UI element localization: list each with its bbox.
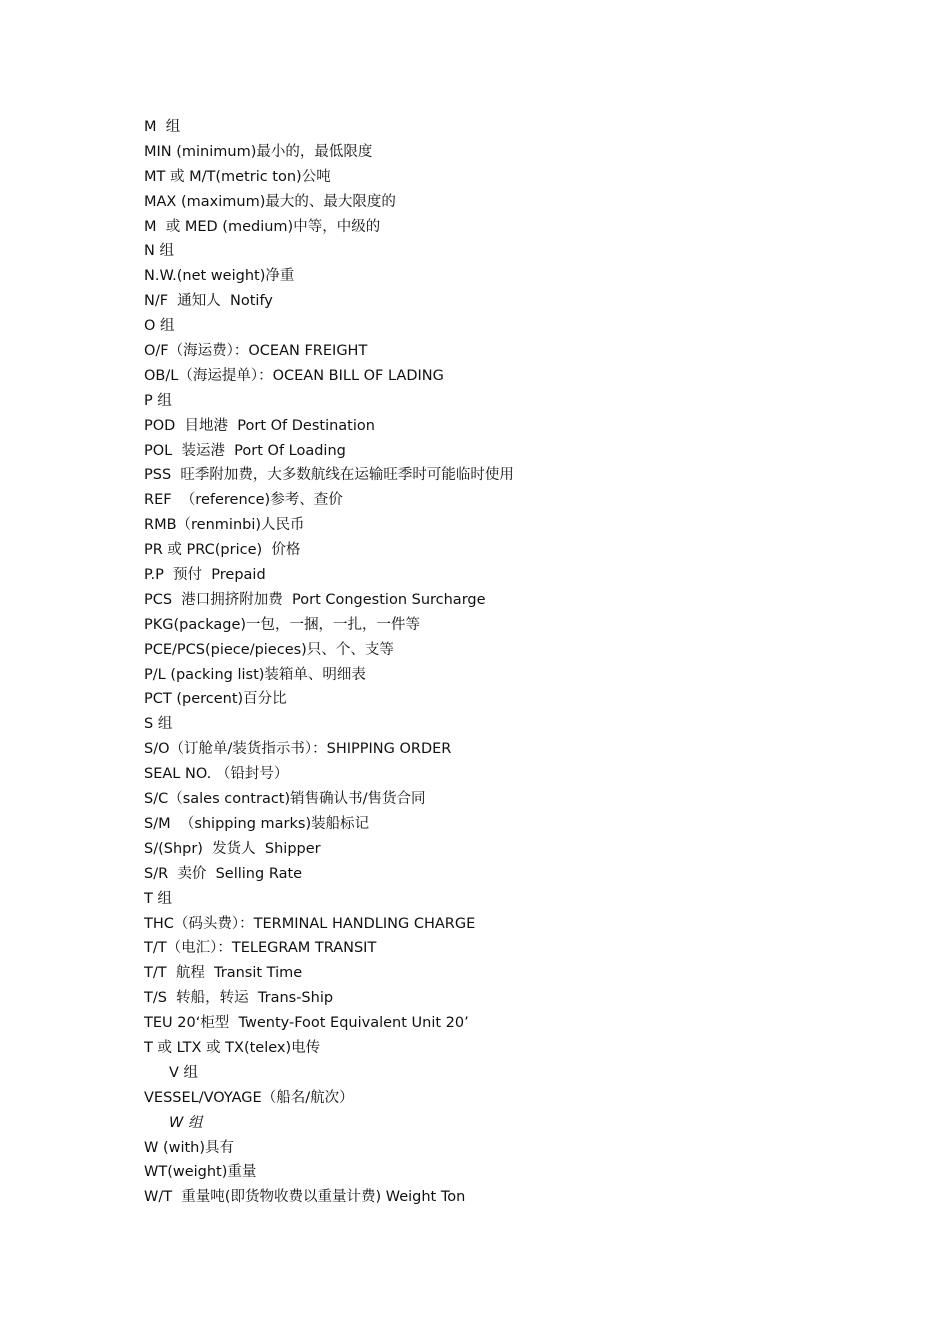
abbreviation-entry: T 或 LTX 或 TX(telex)电传: [144, 1039, 321, 1056]
section-heading: S 组: [144, 716, 173, 733]
abbreviation-entry: P/L (packing list)装箱单、明细表: [144, 666, 366, 683]
abbreviation-entry: T/T 航程 Transit Time: [144, 965, 303, 982]
abbreviation-entry: MIN (minimum)最小的，最低限度: [144, 143, 373, 160]
abbreviation-entry: PCT (percent)百分比: [144, 691, 287, 708]
abbreviation-entry: P.P 预付 Prepaid: [144, 567, 266, 584]
abbreviation-entry: RMB（renminbi)人民币: [144, 517, 305, 534]
abbreviation-entry: S/O（订舱单/装货指示书）：SHIPPING ORDER: [144, 741, 452, 758]
abbreviation-entry: S/C（sales contract)销售确认书/售货合同: [144, 791, 426, 808]
abbreviation-list: [144, 115, 904, 1210]
abbreviation-entry: N/F 通知人 Notify: [144, 293, 273, 310]
abbreviation-entry: N.W.(net weight)净重: [144, 268, 295, 285]
abbreviation-entry: T/S 转船，转运 Trans-Ship: [144, 990, 334, 1007]
section-heading: V 组: [169, 1064, 199, 1081]
abbreviation-entry: M 或 MED (medium)中等，中级的: [144, 218, 381, 235]
abbreviation-entry: MAX (maximum)最大的、最大限度的: [144, 193, 396, 210]
abbreviation-entry: O/F（海运费）：OCEAN FREIGHT: [144, 343, 368, 360]
section-heading: W 组: [169, 1114, 203, 1131]
section-heading: N 组: [144, 243, 174, 260]
section-heading: M 组: [144, 119, 181, 135]
abbreviation-entry: POL 装运港 Port Of Loading: [144, 442, 346, 459]
abbreviation-entry: THC（码头费）：TERMINAL HANDLING CHARGE: [144, 915, 476, 932]
abbreviation-entry: TEU 20‘柜型 Twenty-Foot Equivalent Unit 20’: [144, 1015, 469, 1032]
section-heading: O 组: [144, 318, 175, 335]
abbreviation-entry: MT 或 M/T(metric ton)公吨: [144, 168, 331, 185]
abbreviation-entry: S/R 卖价 Selling Rate: [144, 865, 303, 882]
section-heading: T 组: [144, 890, 172, 907]
abbreviation-entry: SEAL NO. （铅封号）: [144, 766, 289, 783]
abbreviation-entry: POD 目地港 Port Of Destination: [144, 417, 375, 434]
abbreviation-entry: S/M （shipping marks)装船标记: [144, 815, 370, 832]
abbreviation-entry: PCE/PCS(piece/pieces)只、个、支等: [144, 641, 394, 658]
abbreviation-entry: S/(Shpr) 发货人 Shipper: [144, 840, 321, 857]
abbreviation-entry: PCS 港口拥挤附加费 Port Congestion Surcharge: [144, 591, 486, 608]
section-heading: P 组: [144, 392, 172, 409]
abbreviation-entry: W/T 重量吨(即货物收费以重量计费) Weight Ton: [144, 1189, 466, 1206]
abbreviation-entry: VESSEL/VOYAGE（船名/航次）: [144, 1089, 354, 1106]
abbreviation-entry: PR 或 PRC(price) 价格: [144, 542, 301, 559]
abbreviation-entry: W (with)具有: [144, 1139, 235, 1156]
abbreviation-entry: OB/L（海运提单）：OCEAN BILL OF LADING: [144, 367, 444, 384]
abbreviation-entry: T/T（电汇）：TELEGRAM TRANSIT: [144, 940, 377, 957]
abbreviation-entry: REF （reference)参考、查价: [144, 492, 343, 509]
abbreviation-entry: PSS 旺季附加费，大多数航线在运输旺季时可能临时使用: [144, 467, 514, 484]
abbreviation-entry: PKG(package)一包，一捆，一扎，一件等: [144, 616, 421, 633]
abbreviation-entry: WT(weight)重量: [144, 1164, 257, 1181]
